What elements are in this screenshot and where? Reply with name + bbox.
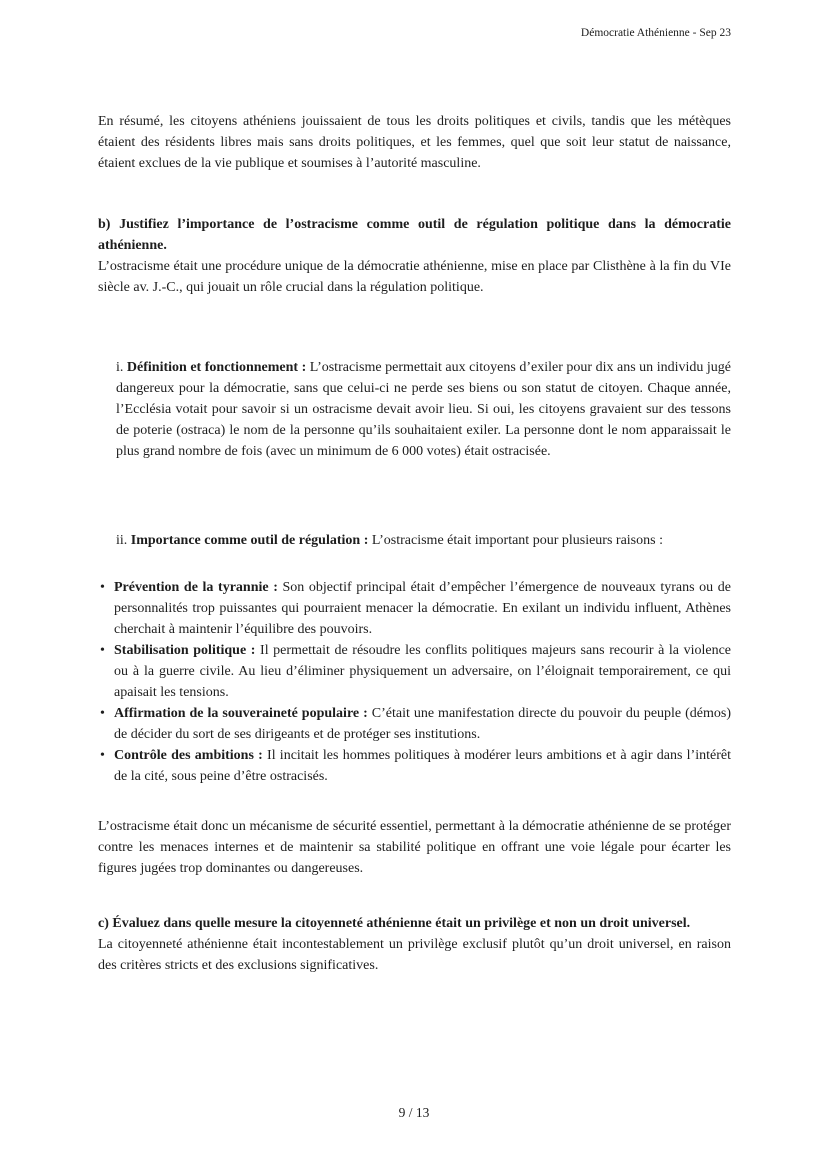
bullet-label: Contrôle des ambitions :	[114, 748, 263, 763]
document-content	[98, 111, 731, 976]
bullet-icon: •	[100, 748, 105, 763]
section-b-lead: L’ostracisme était une procédure unique de la démocratie athénienne, mise en place par Clisthène à la fin du VIe siècle av. J.-C., qui jouait un rôle crucial dans la régulation politique.	[98, 259, 731, 295]
page-header	[98, 26, 731, 41]
numbered-item-definition	[116, 357, 731, 462]
list-item	[98, 703, 731, 745]
header-title: Démocratie Athénienne - Sep 23	[580, 27, 731, 39]
bullet-text: Il permettait de résoudre les conflits politiques majeurs sans recourir à la violence ou à la guerre civile. Au lieu d’éliminer physiquement un adversaire, on l’éloignait temporairement, ce qui apaisait les tensions.	[114, 643, 732, 700]
item-text: L’ostracisme permettait aux citoyens d’exiler pour dix ans un individu jugé dangereux pour la démocratie, sans que celui-ci ne perde ses biens ou son statut de citoyen. Chaque année, l’Ecclésia votait pour savoir si un ostracisme devait avoir lieu. Si oui, les citoyens gravaient sur des tessons de poterie (ostraca) le nom de la personne qu’ils souhaitaient exiler. La personne dont le nom apparaissait le plus grand nombre de fois (avec un minimum de 6 000 votes) était ostracisée.	[116, 360, 732, 459]
bullet-text: C’était une manifestation directe du pouvoir du peuple (démos) de décider du sort de ses dirigeants et de protéger ses institutions.	[114, 706, 731, 742]
page-footer	[0, 1105, 828, 1121]
bullet-icon: •	[100, 706, 105, 721]
item-label: Définition et fonctionnement :	[126, 360, 307, 375]
item-label: Importance comme outil de régulation :	[130, 533, 369, 548]
section-b-heading: b) Justifiez l’importance de l’ostracisme comme outil de régulation politique dans la démocratie athénienne.	[98, 217, 731, 253]
page-number: 9 / 13	[398, 1105, 430, 1120]
list-item	[98, 577, 731, 640]
bullet-text: Il incitait les hommes politiques à modérer leurs ambitions et à agir dans l’intérêt de la cité, sous peine d’être ostracisés.	[114, 748, 731, 784]
bullet-label: Stabilisation politique :	[114, 643, 256, 658]
bullet-label: Affirmation de la souveraineté populaire :	[114, 706, 368, 721]
item-marker: ii.	[116, 533, 128, 548]
bullet-icon: •	[100, 580, 105, 595]
bullet-icon: •	[100, 643, 105, 658]
intro-paragraph: En résumé, les citoyens athéniens jouissaient de tous les droits politiques et civils, tandis que les métèques étaient des résidents libres mais sans droits politiques, et les femmes, quel que soit leur statut de naissance, étaient exclues de la vie publique et soumises à l’autorité masculine.	[98, 114, 731, 171]
list-item	[98, 640, 731, 703]
bullet-text: Son objectif principal était d’empêcher l’émergence de nouveaux tyrans ou de personnalités trop puissantes qui pourraient menacer la démocratie. En exilant un individu influent, Athènes cherchait à maintenir l’équilibre des pouvoirs.	[114, 580, 732, 637]
list-item	[98, 745, 731, 787]
section-c-heading: c) Évaluez dans quelle mesure la citoyenneté athénienne était un privilège et non un droit universel.	[98, 916, 691, 931]
section-b-conclusion: L’ostracisme était donc un mécanisme de sécurité essentiel, permettant à la démocratie athénienne de se protéger contre les menaces internes et de maintenir sa stabilité politique en offrant une voie légale pour écarter les figures jugées trop dominantes ou dangereuses.	[98, 819, 731, 876]
section-c-lead: La citoyenneté athénienne était incontestablement un privilège exclusif plutôt qu’un droit universel, en raison des critères stricts et des exclusions significatives.	[98, 937, 731, 973]
regulation-bullet-list	[98, 577, 731, 787]
item-marker: i.	[116, 360, 124, 375]
item-text: L’ostracisme était important pour plusieurs raisons :	[371, 533, 663, 548]
bullet-label: Prévention de la tyrannie :	[114, 580, 278, 595]
numbered-item-importance	[116, 530, 731, 551]
